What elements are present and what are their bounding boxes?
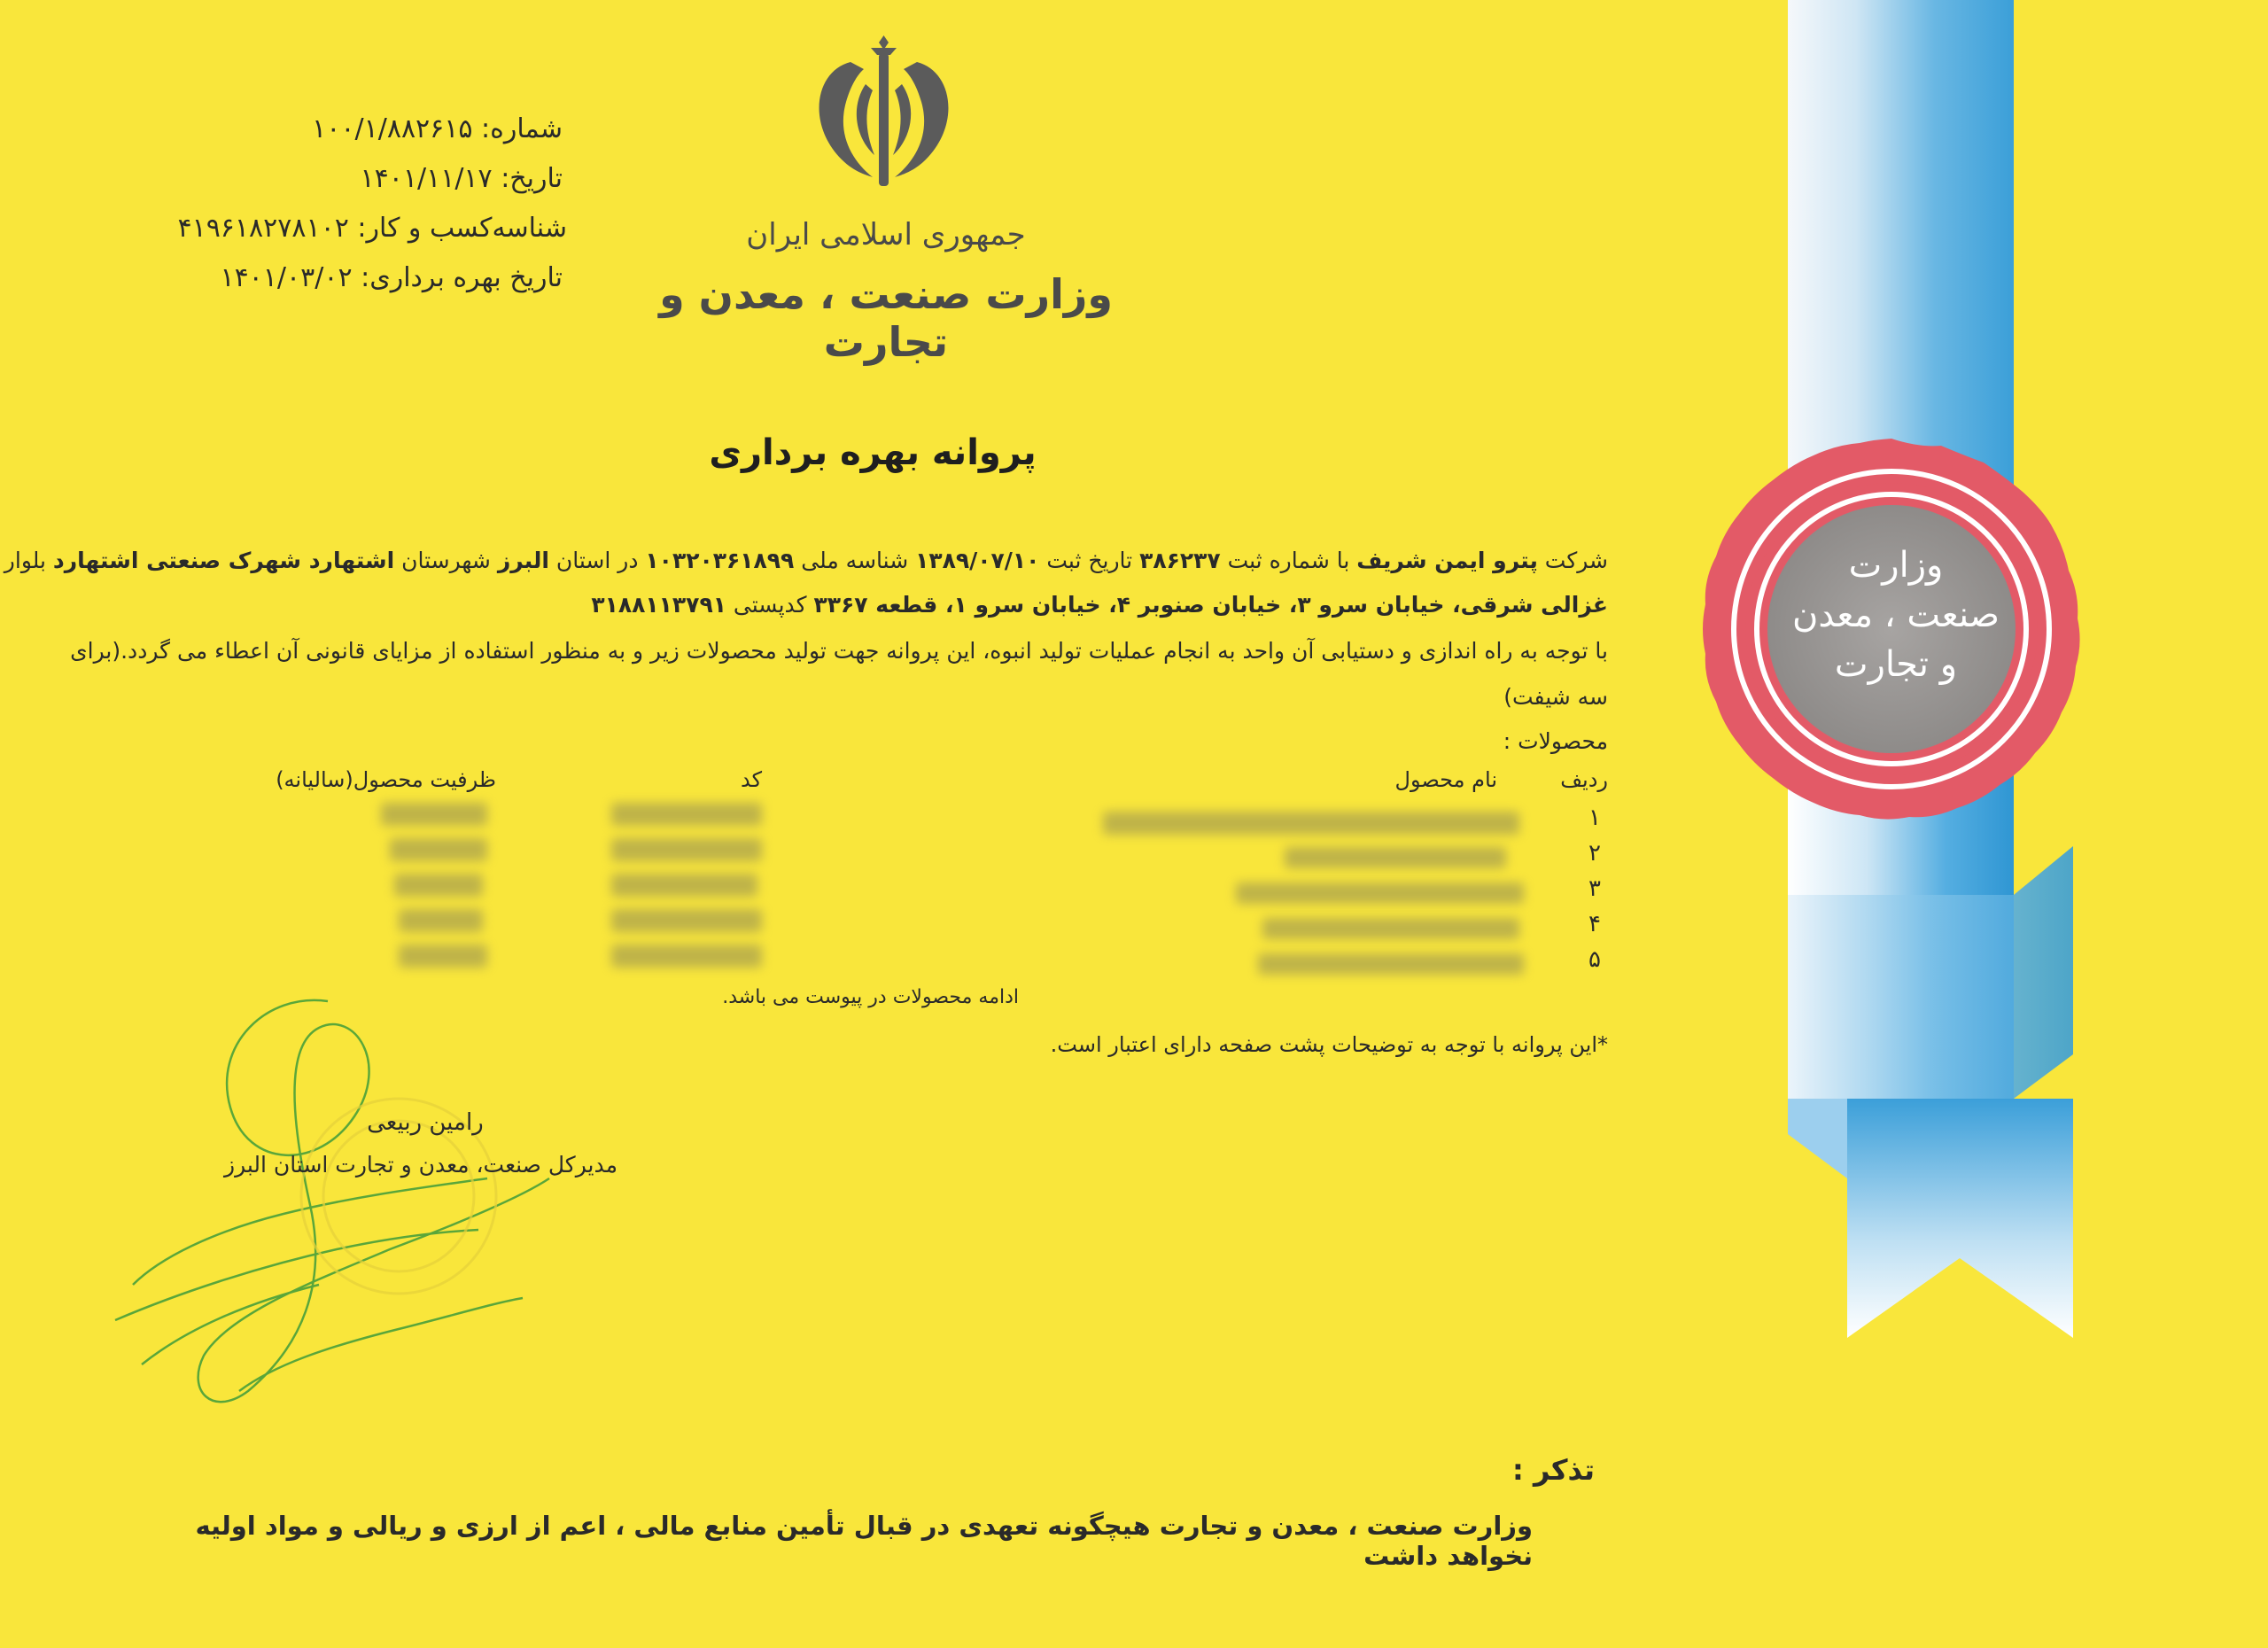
products-continued-note: ادامه محصولات در پیوست می باشد. <box>722 986 1019 1008</box>
seal-line-3: و تجارت <box>1834 644 1958 685</box>
row-number: ۲ <box>1588 840 1601 867</box>
letter-date: تاریخ: ۱۴۰۱/۱۱/۱۷ <box>360 163 563 194</box>
redacted-code <box>611 874 757 897</box>
republic-title: جمهوری اسلامی ایران <box>746 217 1026 253</box>
redacted-capacity <box>381 803 487 826</box>
redacted-code <box>611 803 762 826</box>
redacted-capacity <box>399 909 483 932</box>
body-line-4: سه شیفت) <box>1503 684 1608 710</box>
text-segment: شرکت <box>1537 548 1608 573</box>
address: غزالی شرقی، خیابان سرو ۳، خیابان صنوبر ۴، خیابان سرو ۱، قطعه ۳۳۶۷ <box>813 592 1608 618</box>
redacted-product-name <box>1285 847 1506 868</box>
registration-number: ۳۸۶۲۳۷ <box>1139 548 1221 573</box>
back-page-note: *این پروانه با توجه به توضیحات پشت صفحه دارای اعتبار است. <box>1050 1032 1608 1057</box>
row-number: ۴ <box>1588 911 1601 937</box>
reminder-text: وزارت صنعت ، معدن و تجارت هیچگونه تعهدی در قبال تأمین منابع مالی ، اعم از ارزی و ریالی و مواد اولیه نخواهد داشت <box>195 1511 1533 1571</box>
seal-line-1: وزارت <box>1848 545 1944 586</box>
document-title: پروانه بهره برداری <box>709 432 1037 473</box>
operation-date: تاریخ بهره برداری: ۱۴۰۱/۰۳/۰۲ <box>220 262 563 293</box>
business-id: شناسه‌کسب و کار: ۴۱۹۶۱۸۲۷۸۱۰۲ <box>177 213 567 244</box>
row-number: ۱ <box>1588 805 1601 831</box>
products-label: محصولات : <box>1503 728 1608 754</box>
col-capacity-header: ظرفیت محصول(سالیانه) <box>276 767 496 792</box>
text-segment: در استان <box>548 548 646 573</box>
redacted-product-name <box>1258 953 1524 975</box>
text-segment: تاریخ ثبت <box>1039 548 1140 573</box>
col-code-header: کد <box>740 767 762 792</box>
company-name: پترو ایمن شریف <box>1356 548 1538 573</box>
redacted-code <box>611 944 762 968</box>
signatory-name: رامین ربیعی <box>367 1109 484 1136</box>
text-segment: شهرستان <box>394 548 498 573</box>
registration-date: ۱۳۸۹/۰۷/۱۰ <box>915 548 1040 573</box>
text-segment: با شماره ثبت <box>1220 548 1357 573</box>
text-segment: شناسه ملی <box>794 548 916 573</box>
body-line-1 <box>4 548 1608 573</box>
postal-code: ۳۱۸۸۱۱۳۷۹۱ <box>591 592 726 618</box>
redacted-capacity <box>394 874 483 897</box>
redacted-code <box>611 909 762 932</box>
redacted-code <box>611 838 762 861</box>
redacted-capacity <box>399 944 487 968</box>
iran-emblem-icon <box>802 35 966 190</box>
text-segment: کدپستی <box>726 592 814 618</box>
row-number: ۳ <box>1588 875 1601 902</box>
row-number: ۵ <box>1588 946 1601 973</box>
redacted-product-name <box>1236 882 1524 904</box>
body-line-2 <box>115 592 1608 618</box>
redacted-capacity <box>390 838 487 861</box>
ministry-title: وزارت صنعت ، معدن و تجارت <box>659 270 1113 366</box>
national-id: ۱۰۳۲۰۳۶۱۸۹۹ <box>645 548 795 573</box>
redacted-product-name <box>1103 812 1519 835</box>
ribbon-band <box>1788 0 2014 496</box>
reminder-title: تذکر : <box>1512 1453 1595 1487</box>
city: اشتهارد شهرک صنعتی اشتهارد <box>52 548 395 573</box>
body-line-3: با توجه به راه اندازی و دستیابی آن واحد به انجام عملیات تولید انبوه، این پروانه جهت تولید محصولات زیر و به منظور استفاده از مزایای قانونی آن اعطاء می گردد.(برای <box>70 638 1608 664</box>
signature-scribble <box>106 992 638 1418</box>
seal-text <box>1776 540 2016 689</box>
seal-line-2: صنعت ، معدن <box>1791 595 2000 635</box>
province: البرز <box>497 548 549 573</box>
signatory-title: مدیرکل صنعت، معدن و تجارت استان البرز <box>224 1152 617 1178</box>
redacted-product-name <box>1262 918 1519 939</box>
ribbon-tail <box>1683 762 2144 1364</box>
text-segment: بلوار <box>4 548 53 573</box>
letter-number: شماره: ۱۰۰/۱/۸۸۲۶۱۵ <box>312 113 563 144</box>
col-name-header: نام محصول <box>1394 767 1497 792</box>
col-row-header: ردیف <box>1560 767 1608 792</box>
